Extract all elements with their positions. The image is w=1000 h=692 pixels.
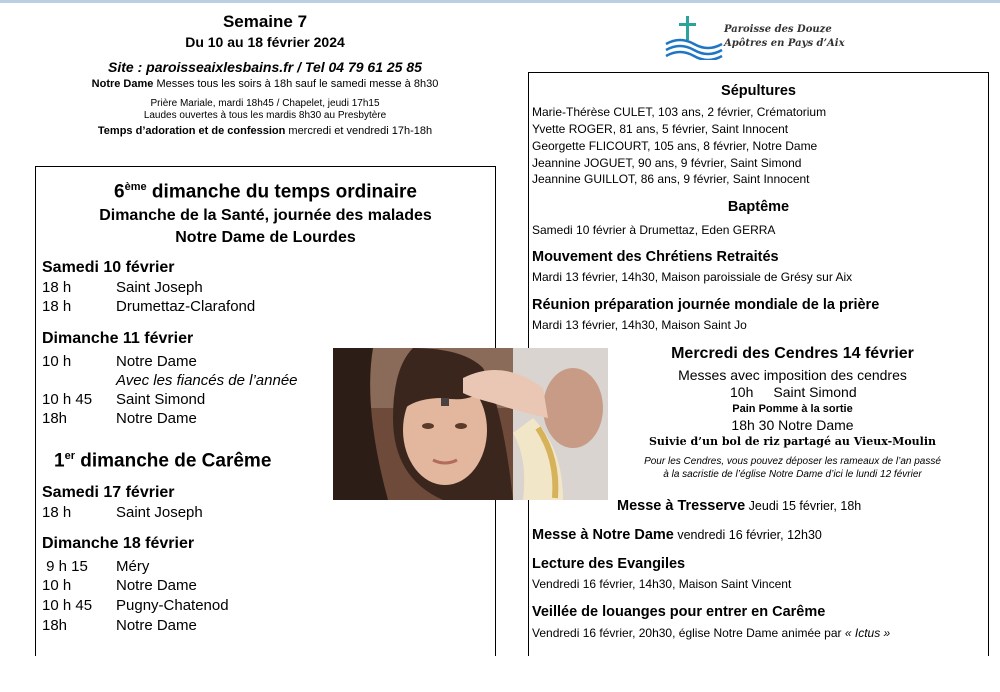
sepultures-title: Sépultures: [721, 83, 796, 99]
mcr-title: Mouvement des Chrétiens Retraités: [532, 249, 779, 265]
cendres-title: Mercredi des Cendres 14 février: [671, 345, 914, 362]
cendres-10h: 10h Saint Simond: [730, 384, 857, 400]
list-item: Georgette FLICOURT, 105 ans, 8 février, Notre Dame: [532, 139, 818, 153]
logo-line-2: Apôtres en Pays d’Aix: [724, 38, 845, 49]
list-item: 10 h 45 Saint Simond: [42, 391, 206, 408]
lecture-text: Vendredi 16 février, 14h30, Maison Saint Vincent: [532, 577, 792, 591]
week-dates: Du 10 au 18 février 2024: [185, 34, 345, 50]
notre-dame-label: Notre Dame: [91, 78, 154, 90]
list-item: 10 h Notre Dame: [42, 577, 197, 594]
logo-line-1: Paroisse des Douze: [724, 24, 832, 35]
cendres-riz: Suivie d’un bol de riz partagé au Vieux-Moulin: [648, 435, 937, 448]
child-receiving-ashes-image: [333, 348, 608, 500]
cendres-box: [598, 337, 987, 489]
reunion-title: Réunion préparation journée mondiale de la prière: [532, 297, 880, 313]
dimanche-18-heading: Dimanche 18 février: [42, 535, 195, 552]
laudes-line: Laudes ouvertes à tous les mardis 8h30 au Presbytère: [143, 110, 387, 121]
list-item: 18h Notre Dame: [42, 617, 197, 634]
veillee-text: Vendredi 16 février, 20h30, église Notre Dame animée par « Ictus »: [532, 626, 891, 640]
list-item: Jeannine GUILLOT, 86 ans, 9 février, Saint Innocent: [532, 172, 810, 186]
list-item: 18 h Drumettaz-Clarafond: [42, 298, 256, 315]
notre-dame-line: [30, 78, 500, 90]
left-schedule-box: 6ème dimanche du temps ordinaire Dimanche de la Santé, journée des malades Notre Dame de Lourdes Samedi 10 février 18 h Saint Joseph 18 h Drumettaz-Clarafond Dimanche 11 février 10 h Notre Dame Avec les fiancés de l’année 10 h 45 Saint Simond 18h Notre Dame 1er dimanche de Carême Samedi 17 février 18 h Saint Joseph Dimanche 18 février 9 h 15 Méry 10 h Notre Dame 10 h 45 Pugny-Chatenod 18h Notre Dame: [35, 166, 496, 656]
list-item: Marie-Thérèse CULET, 103 ans, 2 février, Crématorium: [532, 105, 827, 119]
logo-text: [724, 23, 845, 51]
site-phone: Site : paroisseaixlesbains.fr / Tel 04 79 61 25 85: [108, 59, 422, 75]
adoration-text: mercredi et vendredi 17h-18h: [285, 125, 433, 137]
tresserve-line: Messe à Tresserve Jeudi 15 février, 18h: [617, 498, 862, 514]
samedi-17-heading: Samedi 17 février: [42, 484, 175, 501]
header: [30, 12, 500, 137]
list-item: 9 h 15 Méry: [42, 558, 150, 575]
sante-title: Dimanche de la Santé, journée des malades: [99, 207, 432, 224]
sunday-6-title: 6ème dimanche du temps ordinaire: [114, 181, 417, 203]
adoration-line: [30, 125, 500, 137]
list-item: 18h Notre Dame: [42, 410, 197, 427]
list-item: 18 h Saint Joseph: [42, 279, 203, 296]
adoration-label: Temps d’adoration et de confession: [97, 125, 286, 137]
veillee-title: Veillée de louanges pour entrer en Carême: [532, 604, 826, 620]
dimanche-11-heading: Dimanche 11 février: [42, 330, 194, 347]
list-item: 18 h Saint Joseph: [42, 504, 203, 521]
list-item: 10 h Notre Dame: [42, 353, 197, 370]
list-item: Jeannine JOGUET, 90 ans, 9 février, Saint Simond: [532, 156, 802, 170]
reunion-text: Mardi 13 février, 14h30, Maison Saint Jo: [532, 318, 747, 332]
cendres-subtitle: Messes avec imposition des cendres: [678, 367, 907, 383]
cendres-pain: Pain Pomme à la sortie: [732, 403, 853, 415]
notre-dame-text: Messes tous les soirs à 18h sauf le samedi messe à 8h30: [153, 78, 439, 90]
list-item: Yvette ROGER, 81 ans, 5 février, Saint Innocent: [532, 122, 789, 136]
cross-wave-logo-icon: [664, 14, 724, 60]
bapteme-title: Baptême: [727, 199, 790, 215]
lecture-title: Lecture des Evangiles: [532, 556, 686, 572]
top-border-line: [0, 0, 1000, 3]
priere-line: Prière Mariale, mardi 18h45 / Chapelet, jeudi 17h15: [150, 98, 380, 109]
careme-title: 1er dimanche de Carême: [54, 450, 272, 472]
mcr-text: Mardi 13 février, 14h30, Maison paroissiale de Grésy sur Aix: [532, 270, 853, 284]
list-item: 10 h 45 Pugny-Chatenod: [42, 597, 229, 614]
cendres-note-1: Pour les Cendres, vous pouvez déposer les rameaux de l’an passé: [644, 456, 941, 467]
cendres-18h30: 18h 30 Notre Dame: [731, 417, 854, 433]
samedi-10-heading: Samedi 10 février: [42, 259, 175, 276]
lourdes-title: Notre Dame de Lourdes: [175, 229, 356, 246]
cendres-note-2: à la sacristie de l’église Notre Dame d’ici le lundi 12 février: [663, 469, 922, 480]
notre-dame-mass-line: Messe à Notre Dame vendredi 16 février, 12h30: [532, 527, 822, 543]
parish-logo: [664, 14, 864, 60]
bapteme-text: Samedi 10 février à Drumettaz, Eden GERRA: [532, 223, 776, 237]
week-title: Semaine 7: [222, 12, 308, 31]
ash-wednesday-photo: [333, 348, 608, 500]
